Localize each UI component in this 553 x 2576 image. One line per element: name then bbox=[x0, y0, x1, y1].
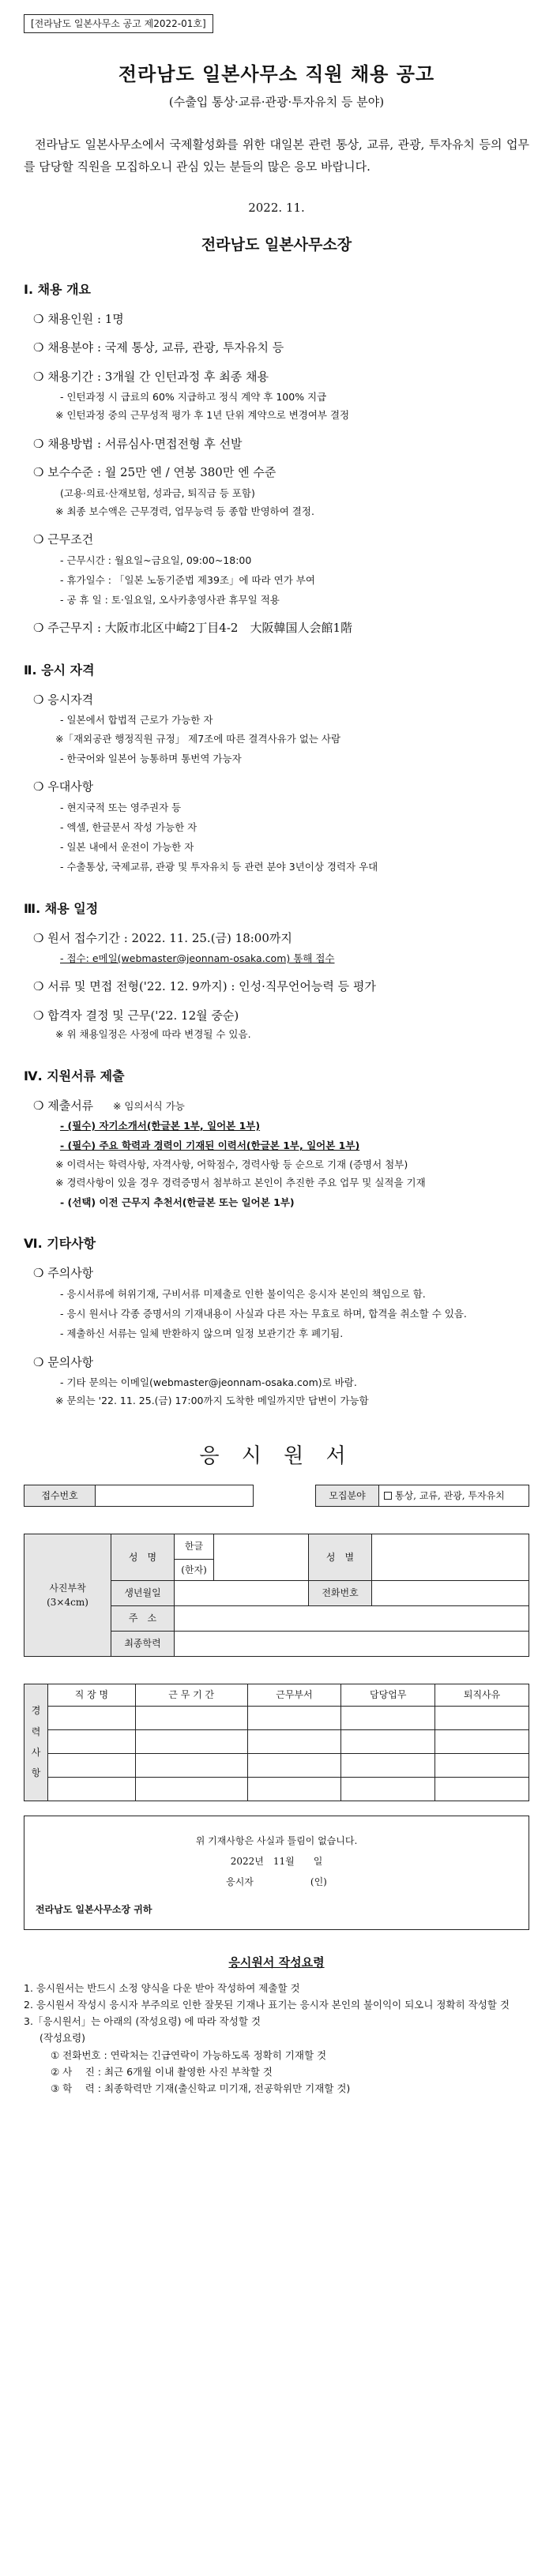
career-cell[interactable] bbox=[435, 1753, 529, 1777]
period-note: ※ 인턴과정 중의 근무성적 평가 후 1년 단위 계약으로 변경여부 결정 bbox=[55, 409, 350, 422]
career-cell[interactable] bbox=[247, 1706, 341, 1729]
career-col-header: 퇴직사유 bbox=[435, 1684, 529, 1706]
birth-label: 생년월일 bbox=[111, 1580, 175, 1605]
document-item: - (선택) 이전 근무지 추천서(한글본 또는 일어본 1부) bbox=[60, 1196, 295, 1208]
inquiry-item: ※ 문의는 '22. 11. 25.(금) 17:00까지 도착한 메일까지만 답변이 가능함 bbox=[55, 1395, 369, 1407]
education-label: 최종학력 bbox=[111, 1631, 175, 1656]
pledge-recipient: 전라남도 일본사무소장 귀하 bbox=[36, 1903, 152, 1915]
decision: ❍ 합격자 결정 및 근무('22. 12월 중순) bbox=[33, 1008, 239, 1023]
receipt-no-label: 접수번호 bbox=[24, 1485, 96, 1506]
career-cell[interactable] bbox=[435, 1777, 529, 1801]
career-table bbox=[24, 1684, 529, 1801]
name-kr-label: 한글 bbox=[175, 1534, 214, 1559]
section-heading-documents: Ⅳ. 지원서류 제출 bbox=[24, 1068, 125, 1083]
career-cell[interactable] bbox=[135, 1729, 247, 1753]
preference-item: - 엑셀, 한글문서 작성 가능한 자 bbox=[60, 820, 198, 833]
document-item: - (필수) 자기소개서(한글본 1부, 일어본 1부) bbox=[60, 1120, 261, 1132]
pay-note: ※ 최종 보수액은 근무경력, 업무능력 등 종합 반영하여 결정. bbox=[55, 505, 314, 517]
documents-label: ❍ 제출서류 bbox=[33, 1098, 94, 1113]
preference-item: - 현지국적 또는 영주권자 등 bbox=[60, 801, 182, 813]
name-label: 성 명 bbox=[111, 1534, 175, 1580]
receipt-table bbox=[24, 1485, 529, 1507]
screening: ❍ 서류 및 면접 전형('22. 12. 9까지) : 인성·직무언어능력 등 평가 bbox=[33, 979, 376, 994]
guide-item: 3.「응시원서」는 아래의 (작성요령) 에 따라 작성할 것 bbox=[24, 2015, 261, 2028]
guide-title: 응시원서 작성요령 bbox=[228, 1955, 325, 1970]
career-cell[interactable] bbox=[48, 1706, 136, 1729]
table-row bbox=[24, 1729, 529, 1753]
inquiry: ❍ 문의사항 bbox=[33, 1354, 94, 1369]
caution-item: - 응시서류에 허위기재, 구비서류 미제출로 인한 불이익은 응시자 본인의 책임으로 함. bbox=[60, 1287, 426, 1300]
section-heading-other: Ⅵ. 기타사항 bbox=[24, 1236, 96, 1252]
caution: ❍ 주의사항 bbox=[33, 1266, 94, 1281]
receipt-no-field[interactable] bbox=[96, 1485, 254, 1506]
education-field[interactable] bbox=[175, 1631, 529, 1656]
documents-note: ※ 임의서식 가능 bbox=[112, 1099, 185, 1112]
application-period: ❍ 원서 접수기간 : 2022. 11. 25.(금) 18:00까지 bbox=[33, 930, 292, 945]
career-cell[interactable] bbox=[135, 1753, 247, 1777]
guide-body bbox=[24, 1980, 529, 2097]
career-cell[interactable] bbox=[247, 1753, 341, 1777]
method: ❍ 채용방법 : 서류심사·면접전형 후 선발 bbox=[33, 436, 243, 451]
field-value-text: 통상, 교류, 관광, 투자유치 bbox=[395, 1489, 505, 1501]
gender-label: 성 별 bbox=[309, 1534, 372, 1580]
qualification: ❍ 응시자격 bbox=[33, 692, 94, 707]
page-title: 전라남도 일본사무소 직원 채용 공고 bbox=[118, 63, 435, 85]
application-email: - 접수: e메일(webmaster@jeonnam-osaka.com) 통해 접수 bbox=[60, 952, 335, 964]
career-col-header: 근무부서 bbox=[247, 1684, 341, 1706]
career-label: 경 력 사 항 bbox=[24, 1684, 48, 1801]
photo-box[interactable]: 사진부착 (3×4cm) bbox=[24, 1534, 111, 1656]
career-cell[interactable] bbox=[435, 1729, 529, 1753]
intro-paragraph: 전라남도 일본사무소에서 국제활성화를 위한 대일본 관련 통상, 교류, 관광, 투자유치 등의 업무를 담당할 직원을 모집하오니 관심 있는 분들의 많은 응모 바랍니다. bbox=[24, 137, 529, 174]
spacer bbox=[24, 1507, 529, 1521]
personal-table bbox=[24, 1534, 529, 1657]
address-field[interactable] bbox=[175, 1605, 529, 1631]
documents bbox=[33, 1097, 529, 1115]
career-cell[interactable] bbox=[135, 1706, 247, 1729]
qualification-item: - 한국어와 일본어 능통하며 통번역 가능자 bbox=[60, 752, 242, 764]
table-row bbox=[24, 1753, 529, 1777]
checkbox-icon[interactable] bbox=[384, 1492, 392, 1500]
career-cell[interactable] bbox=[48, 1729, 136, 1753]
guide-item: (작성요령) bbox=[40, 2032, 86, 2045]
career-cell[interactable] bbox=[341, 1729, 435, 1753]
career-cell[interactable] bbox=[247, 1729, 341, 1753]
preference-item: - 일본 내에서 운전이 가능한 자 bbox=[60, 841, 194, 853]
period: ❍ 채용기간 : 3개월 간 인턴과정 후 최종 채용 bbox=[33, 369, 269, 384]
career-col-header: 근 무 기 간 bbox=[135, 1684, 247, 1706]
condition-item: - 근무시간 : 월요일~금요일, 09:00~18:00 bbox=[60, 554, 252, 566]
preference-item: - 수출통상, 국제교류, 관광 및 투자유치 등 관련 분야 3년이상 경력자 우대 bbox=[60, 861, 378, 873]
field-value[interactable] bbox=[379, 1485, 529, 1506]
qualification-item: ※「재외공관 행정직원 규정」 제7조에 따른 결격사유가 없는 사람 bbox=[55, 732, 341, 745]
section-heading-qualification: Ⅱ. 응시 자격 bbox=[24, 662, 95, 678]
headcount: ❍ 채용인원 : 1명 bbox=[33, 311, 124, 326]
guide-item: 2. 응시원서 작성시 응시자 부주의로 인한 잘못된 기재나 표기는 응시자 본인의 불이익이 되오니 정확히 작성할 것 bbox=[24, 1998, 510, 2011]
condition-item: - 공 휴 일 : 토·일요일, 오사카총영사관 휴무일 적용 bbox=[60, 594, 280, 606]
pledge-text: 위 기재사항은 사실과 틀림이 없습니다. bbox=[195, 1834, 358, 1846]
table-row bbox=[24, 1777, 529, 1801]
document-note: ※ 이력서는 학력사항, 자격사항, 어학점수, 경력사항 등 순으로 기재 (증명서 첨부) bbox=[55, 1158, 408, 1170]
caution-item: - 응시 원서나 각종 증명서의 기재내용이 사실과 다른 자는 무효로 하며, 합격을 취소할 수 있음. bbox=[60, 1308, 467, 1320]
section-heading-schedule: Ⅲ. 채용 일정 bbox=[24, 900, 99, 916]
career-col-header: 담당업무 bbox=[341, 1684, 435, 1706]
page-subtitle: (수출입 통상·교류·관광·투자유치 등 분야) bbox=[168, 95, 385, 109]
qualification-item: - 일본에서 합법적 근로가 가능한 자 bbox=[60, 714, 213, 727]
guide-item: 1. 응시원서는 반드시 소정 양식을 다운 받아 작성하여 제출할 것 bbox=[24, 1981, 300, 1994]
birth-field[interactable] bbox=[175, 1580, 309, 1605]
field-label: 모집분야 bbox=[316, 1485, 379, 1506]
issuer: 전라남도 일본사무소장 bbox=[201, 236, 352, 253]
field: ❍ 채용분야 : 국제 통상, 교류, 관광, 투자유치 등 bbox=[33, 340, 284, 355]
career-cell[interactable] bbox=[341, 1753, 435, 1777]
form-title: 응 시 원 서 bbox=[199, 1444, 354, 1468]
announcement-number: [전라남도 일본사무소 공고 제2022-01호] bbox=[24, 14, 213, 33]
announcement-date: 2022. 11. bbox=[248, 200, 305, 215]
section-heading-overview: Ⅰ. 채용 개요 bbox=[24, 281, 91, 297]
career-cell[interactable] bbox=[48, 1753, 136, 1777]
gender-field[interactable] bbox=[372, 1534, 529, 1580]
career-cell[interactable] bbox=[341, 1777, 435, 1801]
caution-item: - 제출하신 서류는 일체 반환하지 않으며 일정 보관기간 후 폐기됨. bbox=[60, 1327, 344, 1340]
career-cell[interactable] bbox=[48, 1777, 136, 1801]
pay-note: (고용·의료·산재보험, 성과금, 퇴직금 등 포함) bbox=[60, 486, 255, 499]
spacer bbox=[24, 1657, 529, 1671]
career-cell[interactable] bbox=[247, 1777, 341, 1801]
address-label: 주 소 bbox=[111, 1605, 175, 1631]
conditions: ❍ 근무조건 bbox=[33, 532, 94, 546]
inquiry-item: - 기타 문의는 이메일(webmaster@jeonnam-osaka.com)로 바람. bbox=[60, 1376, 357, 1388]
career-col-header: 직 장 명 bbox=[48, 1684, 136, 1706]
document-note: ※ 경력사항이 있을 경우 경력증명서 첨부하고 본인이 추진한 주요 업무 및 실적을 기재 bbox=[55, 1176, 426, 1188]
phone-field[interactable] bbox=[372, 1580, 529, 1605]
work-location: ❍ 주근무지 : 大阪市北区中崎2丁目4-2 大阪韓国人会館1階 bbox=[33, 621, 353, 636]
document-item: - (필수) 주요 학력과 경력이 기재된 이력서(한글본 1부, 일어본 1부) bbox=[60, 1140, 360, 1152]
career-cell[interactable] bbox=[341, 1706, 435, 1729]
applicant-signature[interactable]: 응시자 (인) bbox=[226, 1876, 327, 1888]
guide-item: ③ 학 력 : 최종학력만 기재(출신학교 미기재, 전공학위만 기재할 것) bbox=[51, 2082, 351, 2095]
name-field[interactable] bbox=[214, 1534, 309, 1580]
pledge-box bbox=[24, 1816, 529, 1931]
spacer bbox=[254, 1485, 316, 1506]
period-note: - 인턴과정 시 급료의 60% 지급하고 정식 계약 후 100% 지급 bbox=[60, 391, 327, 403]
career-cell[interactable] bbox=[135, 1777, 247, 1801]
name-hanja-label: (한자) bbox=[175, 1559, 214, 1580]
guide-item: ① 전화번호 : 연락처는 긴급연락이 가능하도록 정확히 기재할 것 bbox=[51, 2048, 327, 2061]
pay: ❍ 보수수준 : 월 25만 엔 / 연봉 380만 엔 수준 bbox=[33, 465, 276, 479]
schedule-note: ※ 위 채용일정은 사정에 따라 변경될 수 있음. bbox=[55, 1028, 251, 1041]
career-cell[interactable] bbox=[435, 1706, 529, 1729]
table-row bbox=[24, 1706, 529, 1729]
condition-item: - 휴가일수 : 「일본 노동기준법 제39조」에 따라 연가 부여 bbox=[60, 573, 315, 586]
preference: ❍ 우대사항 bbox=[33, 779, 94, 794]
guide-item: ② 사 진 : 최근 6개월 이내 촬영한 사진 부착할 것 bbox=[51, 2065, 273, 2078]
pledge-date: 2022년 11월 일 bbox=[230, 1855, 323, 1867]
phone-label: 전화번호 bbox=[309, 1580, 372, 1605]
